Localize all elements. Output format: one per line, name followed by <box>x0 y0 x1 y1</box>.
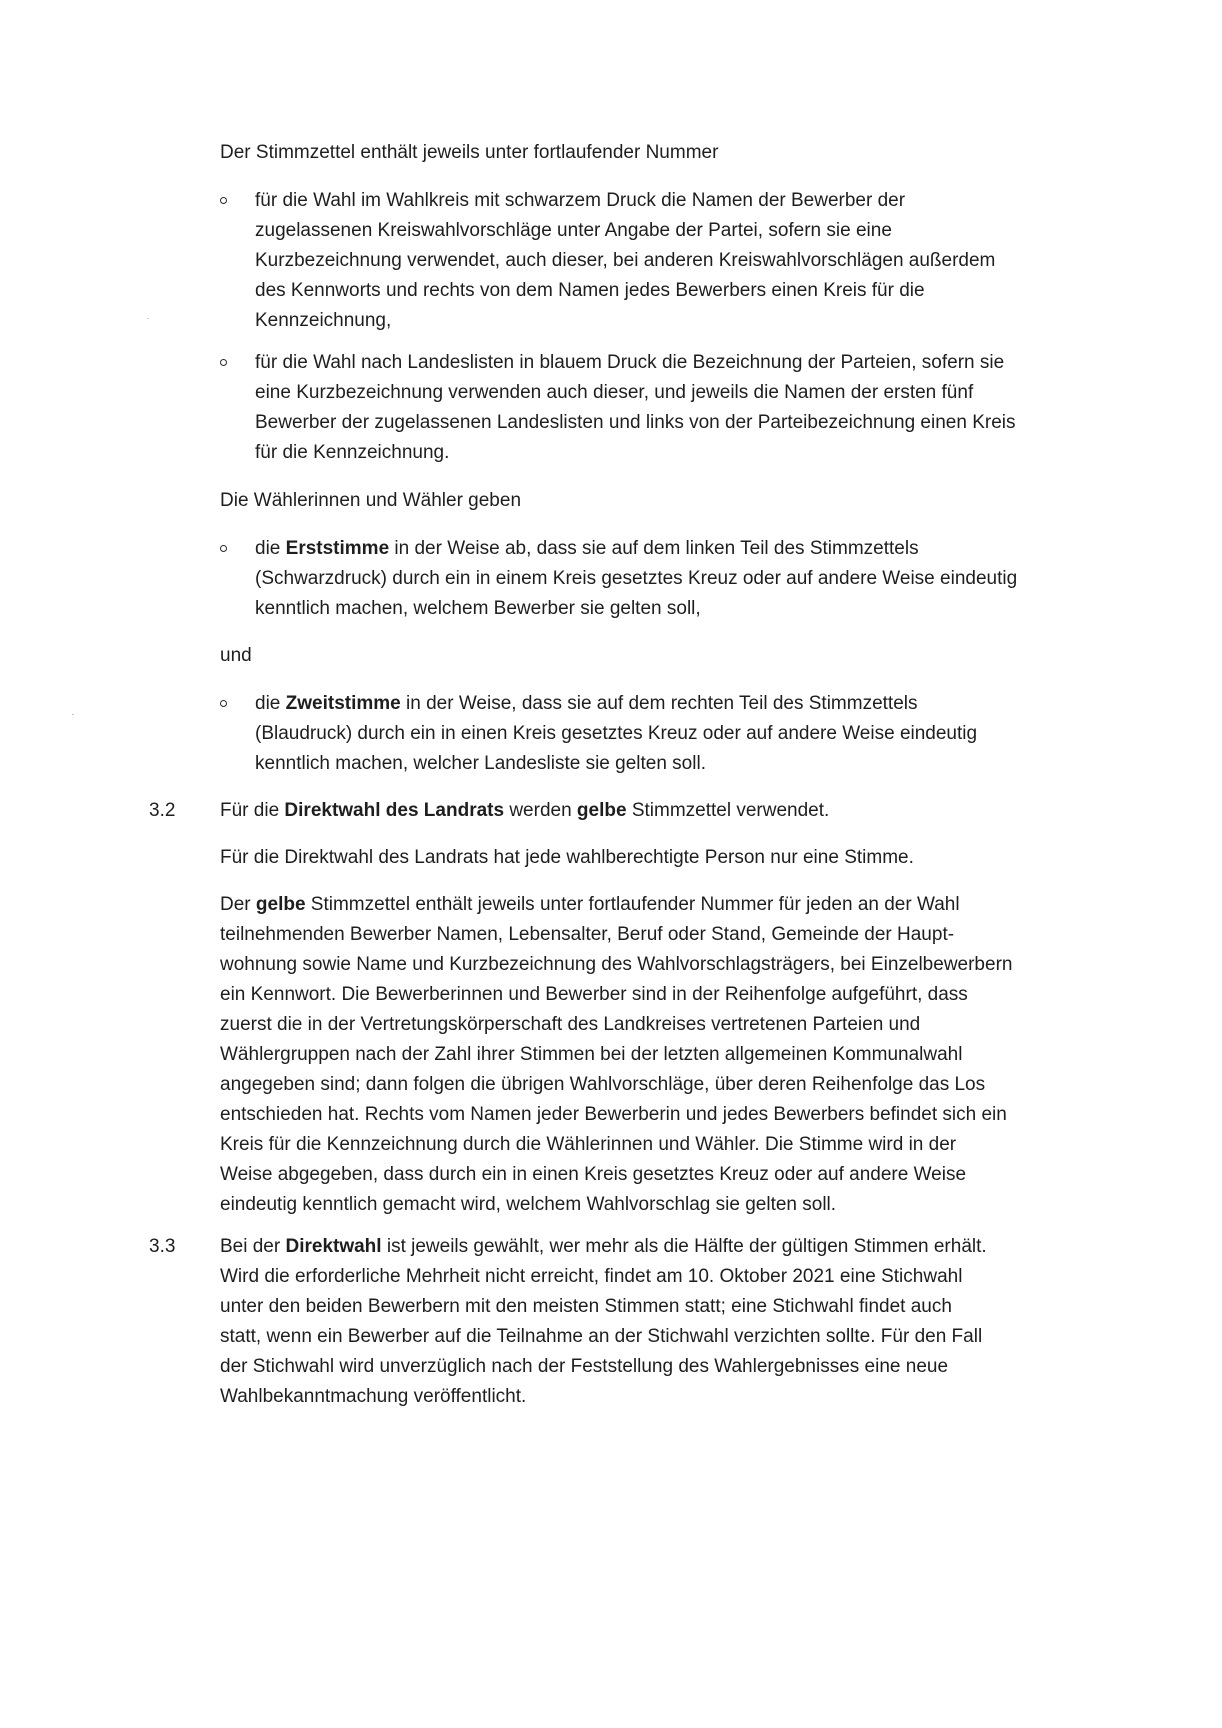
text-line: Wird die erforderliche Mehrheit nicht erreicht, findet am 10. Oktober 2021 eine Stichwahl <box>220 1266 963 1287</box>
text-run: ist jeweils gewählt, wer mehr als die Hälfte der gültigen Stimmen erhält. <box>381 1236 987 1257</box>
section-3-2-vote-count <box>220 843 1090 873</box>
text-line: der Stichwahl wird unverzüglich nach der Feststellung des Wahlergebnisses eine neue <box>220 1356 949 1377</box>
text-line: Wahlbekanntmachung veröffentlicht. <box>220 1386 527 1407</box>
text-line: kenntlich machen, welcher Landesliste sie gelten soll. <box>255 753 706 774</box>
section-number: 3.2 <box>149 800 176 821</box>
text-line: statt, wenn ein Bewerber auf die Teilnahme an der Stichwahl verzichten sollte. Für den Fall <box>220 1326 983 1347</box>
text-line <box>255 689 1090 719</box>
bold-term: gelbe <box>255 894 306 915</box>
text-line: des Kennworts und rechts von dem Namen jedes Bewerbers einen Kreis für die <box>255 280 925 301</box>
text-line: (Blaudruck) durch ein in einen Kreis gesetztes Kreuz oder auf andere Weise eindeutig <box>255 723 978 744</box>
scan-speck <box>147 318 149 319</box>
text-line: wohnung sowie Name und Kurzbezeichnung des Wahlvorschlagsträgers, bei Einzelbewerbern <box>220 954 1013 975</box>
text-line: eine Kurzbezeichnung verwenden auch dieser, und jeweils die Namen der ersten fünf <box>255 382 974 403</box>
bold-term: gelbe <box>576 800 627 821</box>
text-line: Für die Direktwahl des Landrats hat jede wahlberechtigte Person nur eine Stimme. <box>220 847 914 868</box>
text-line: Bewerber der zugelassenen Landeslisten und links von der Parteibezeichnung einen Kreis <box>255 412 1016 433</box>
text-line: für die Wahl im Wahlkreis mit schwarzem Druck die Namen der Bewerber der <box>255 190 906 211</box>
text-line: angegeben sind; dann folgen die übrigen Wahlvorschläge, über deren Reihenfolge das Los <box>220 1074 986 1095</box>
text-line: unter den beiden Bewerbern mit den meisten Stimmen statt; eine Stichwahl findet auch <box>220 1296 952 1317</box>
section-3-3-runoff <box>220 1232 1090 1412</box>
text-line: zuerst die in der Vertretungskörperschaft des Landkreises vertretenen Parteien und <box>220 1014 921 1035</box>
text-line <box>220 1232 1090 1262</box>
section-number: 3.3 <box>149 1236 176 1257</box>
text-line: entschieden hat. Rechts vom Namen jeder Bewerberin und jedes Bewerbers befindet sich ein <box>220 1104 1007 1125</box>
list-item-text <box>255 348 1090 468</box>
connector-text <box>220 641 1090 671</box>
text-run: Für die <box>220 800 285 821</box>
list-item-text <box>255 186 1090 336</box>
text-line: für die Wahl nach Landeslisten in blauem Druck die Bezeichnung der Parteien, sofern sie <box>255 352 1005 373</box>
text-line: Wählergruppen nach der Zahl ihrer Stimmen bei der letzten allgemeinen Kommunalwahl <box>220 1044 963 1065</box>
voters-heading <box>220 486 1090 516</box>
text-run: die <box>255 693 286 714</box>
text-run: Der <box>220 894 256 915</box>
text-line: kenntlich machen, welchem Bewerber sie gelten soll, <box>255 598 701 619</box>
bold-term: Zweitstimme <box>285 693 401 714</box>
text-run: die <box>255 538 286 559</box>
list-item-text <box>255 689 1090 779</box>
text-line <box>255 534 1090 564</box>
text-line: Kurzbezeichnung verwendet, auch dieser, bei anderen Kreiswahlvorschlägen außerdem <box>255 250 996 271</box>
scan-speck <box>72 714 74 715</box>
text-line: zugelassenen Kreiswahlvorschläge unter Angabe der Partei, sofern sie eine <box>255 220 892 241</box>
list-item-text <box>255 534 1090 624</box>
text-run: Stimmzettel enthält jeweils unter fortlaufender Nummer für jeden an der Wahl <box>305 894 960 915</box>
text-run: Bei der <box>220 1236 286 1257</box>
ballot-intro-heading <box>220 138 1090 168</box>
bold-term: Erststimme <box>285 538 390 559</box>
bullet-circle-icon <box>220 545 227 552</box>
text-line: ein Kennwort. Die Bewerberinnen und Bewerber sind in der Reihenfolge aufgeführt, dass <box>220 984 968 1005</box>
bold-term: Direktwahl des Landrats <box>284 800 505 821</box>
text-line <box>220 890 1090 920</box>
text-line: Kreis für die Kennzeichnung durch die Wählerinnen und Wähler. Die Stimme wird in der <box>220 1134 957 1155</box>
text-run: Stimmzettel verwendet. <box>626 800 830 821</box>
bold-term: Direktwahl <box>285 1236 382 1257</box>
text-line: Der Stimmzettel enthält jeweils unter fortlaufender Nummer <box>220 142 719 163</box>
text-run: werden <box>504 800 577 821</box>
text-line: eindeutig kenntlich gemacht wird, welchem Wahlvorschlag sie gelten soll. <box>220 1194 837 1215</box>
section-3-2-intro <box>220 796 1090 826</box>
text-run: in der Weise, dass sie auf dem rechten Teil des Stimmzettels <box>400 693 918 714</box>
text-line: für die Kennzeichnung. <box>255 442 450 463</box>
text-line: Kennzeichnung, <box>255 310 392 331</box>
section-3-2-ballot-description <box>220 890 1090 1220</box>
text-line: Weise abgegeben, dass durch ein in einen Kreis gesetztes Kreuz oder auf andere Weise <box>220 1164 967 1185</box>
bullet-circle-icon <box>220 700 227 707</box>
text-line: teilnehmenden Bewerber Namen, Lebensalter, Beruf oder Stand, Gemeinde der Haupt- <box>220 924 955 945</box>
bullet-circle-icon <box>220 359 227 366</box>
text-line: (Schwarzdruck) durch ein in einem Kreis gesetztes Kreuz oder auf andere Weise eindeutig <box>255 568 1018 589</box>
text-line: Die Wählerinnen und Wähler geben <box>220 490 522 511</box>
text-run: in der Weise ab, dass sie auf dem linken Teil des Stimmzettels <box>389 538 919 559</box>
bullet-circle-icon <box>220 197 227 204</box>
text-line <box>220 796 1090 826</box>
text-line: und <box>220 645 252 666</box>
